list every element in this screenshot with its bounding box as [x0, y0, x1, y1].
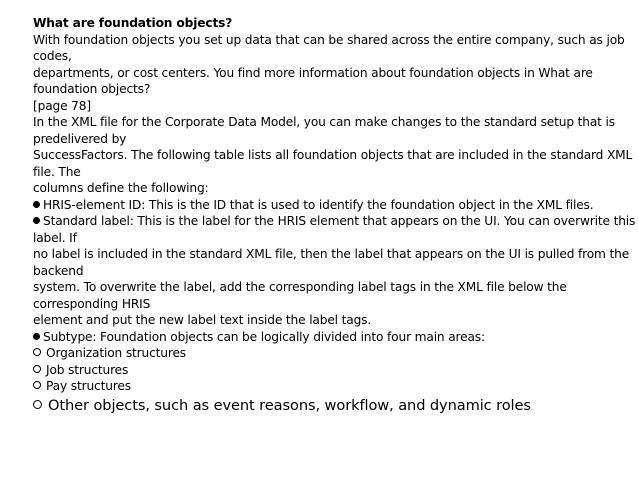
bullet-text: Subtype: Foundation objects can be logically divided into four main areas:: [43, 329, 485, 344]
page-reference: [page 78]: [33, 98, 91, 113]
sub-item-job: [33, 362, 623, 379]
document-title: What are foundation objects?: [33, 16, 233, 30]
text-line: backend: [33, 263, 84, 278]
sub-item-organization: [33, 345, 623, 362]
text-line: no label is included in the standard XML file, then the label that appears on the UI is pulled from the: [33, 247, 630, 261]
hollow-circle-icon: [33, 365, 41, 373]
text-line: label. If: [33, 230, 77, 245]
text-line: With foundation objects you set up data that can be shared across the entire company, such as job: [33, 32, 625, 47]
sub-item-pay: [33, 378, 623, 395]
sub-item-text: Organization structures: [46, 346, 186, 360]
text-line: SuccessFactors. The following table lists all foundation objects that are included in the standard XML: [33, 148, 633, 162]
text-line: columns define the following:: [33, 181, 209, 195]
sub-item-other: [33, 396, 623, 416]
text-line: corresponding HRIS: [33, 296, 151, 311]
bullet-text: HRIS-element ID: This is the ID that is used to identify the foundation object in the XML files.: [43, 197, 594, 212]
hollow-circle-icon: [33, 381, 41, 389]
text-line: system. To overwrite the label, add the corresponding label tags in the XML file below the: [33, 280, 567, 294]
sub-item-text: Other objects, such as event reasons, workflow, and dynamic roles: [48, 396, 531, 414]
sub-item-text: Pay structures: [46, 379, 131, 393]
text-line: foundation objects?: [33, 82, 151, 96]
text-line: file. The: [33, 164, 81, 179]
text-line: codes,: [33, 49, 72, 63]
bullet-text: Standard label: This is the label for the HRIS element that appears on the UI. You can overwrite this: [43, 214, 636, 228]
document-body: [33, 15, 636, 416]
text-line: predelivered by: [33, 131, 127, 146]
bullet-subtype: [33, 329, 623, 346]
hollow-circle-icon: [33, 400, 42, 409]
text-line: departments, or cost centers. You find more information about foundation objects in What are: [33, 65, 593, 80]
hollow-circle-icon: [33, 348, 41, 356]
bullet-hris-element-id: [33, 197, 623, 214]
text-line: element and put the new label text inside the label tags.: [33, 313, 372, 327]
text-line: In the XML file for the Corporate Data Model, you can make changes to the standard setup that is: [33, 115, 615, 129]
bullet-standard-label: [33, 213, 636, 230]
sub-item-text: Job structures: [46, 362, 129, 377]
